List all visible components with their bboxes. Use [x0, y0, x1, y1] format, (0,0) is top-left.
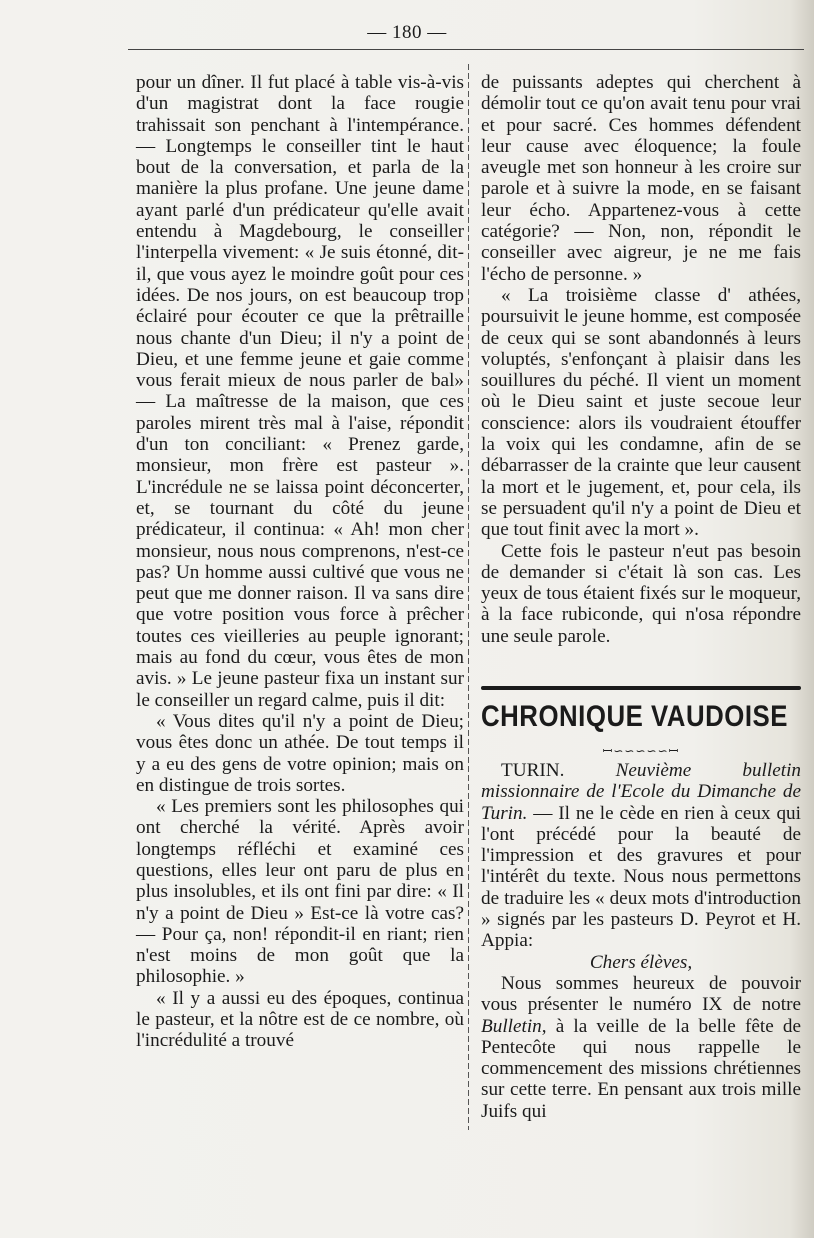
ornament: ꟷ∽∽∽∽∽ꟷ	[602, 744, 680, 758]
paragraph: « La troisième classe d' athées, poursuivit le jeune homme, est composée de ceux qui se sont abandonnés à leurs voluptés, s'enfonçant à plaisir dans les souillures du péché. Il vient un moment où le Dieu saint et juste secoue leur conscience: alors ils voudraient étouffer la voix qui les condamne, afin de se débarrasser de la crainte que leur causent la mort et le jugement, et, pour cela, ils se persuadent qu'il n'y a point de Dieu et que tout finit avec la mort ».	[481, 284, 801, 541]
right-column-chronicle	[481, 760, 801, 1122]
bulletin-title: Neuvième bulletin missionnaire de l'Ecole du Dimanche de Turin.	[481, 760, 801, 824]
right-column-top	[481, 72, 801, 647]
body-post: , à la veille de la belle fête de Pentecôte qui nous rappelle le commencement des missions chrétiennes sur cette terre. En pensant aux trois mille Juifs qui	[481, 1015, 801, 1122]
left-column	[136, 72, 464, 1052]
paragraph: de puissants adeptes qui cherchent à démolir tout ce qu'on avait tenu pour vrai et pour sacré. Ces hommes défendent leur cause avec éloquence; la foule aveugle met son honneur à les croire sur parole et à suivre la mode, en se faisant leur écho. Appartenez-vous à cette catégorie? — Non, non, répondit le conseiller avec aigreur, je ne me fais l'écho de personne. »	[481, 72, 801, 285]
salutation: Chers élèves,	[589, 951, 693, 973]
page-number: — 180 —	[367, 22, 447, 43]
body-pre: Nous sommes heureux de pouvoir vous présenter le numéro IX de notre	[481, 972, 801, 1016]
paragraph: « Les premiers sont les philosophes qui ont cherché la vérité. Après avoir longtemps réfléchi et examiné ces questions, elles leur ont paru de plus en plus insolubles, et ils ont fini par dire: « Il n'y a point de Dieu » Est-ce là votre cas? — Pour ça, non! répondit-il en riant; rien n'est moins de mon goût que la philosophie. »	[136, 796, 464, 988]
lead-text: — Il ne le cède en rien à ceux qui l'ont précédé pour la beauté de l'impression et des gravures et pour l'intérêt du texte. Nous nous permettons de traduire les « deux mots d'introduction » signés par les pasteurs D. Peyrot et H. Appia:	[481, 802, 801, 952]
paragraph: Cette fois le pasteur n'eut pas besoin de demander si c'était là son cas. Les yeux de tous étaient fixés sur le moqueur, à la face rubiconde, qui n'osa répondre une seule parole.	[481, 540, 801, 647]
paragraph: pour un dîner. Il fut placé à table vis-à-vis d'un magistrat dont la face rougie trahissait son penchant à l'intempérance. — Longtemps le conseiller tint le haut bout de la conversation, et parla de la manière la plus profane. Une jeune dame ayant parlé d'un prédicateur qu'elle avait entendu à Magdebourg, le conseiller l'interpella vivement: « Je suis étonné, dit-il, que vous ayez le moindre goût pour ces idées. De nos jours, on est beaucoup trop éclairé pour écouter ce que la prêtraille nous chante d'un Dieu; il n'y a point de Dieu, et une femme jeune et gaie comme vous ferait mieux de nous parler de bal» — La maîtresse de la maison, que ces paroles mirent très mal à l'aise, répondit d'un ton conciliant: « Prenez garde, monsieur, mon frère est pasteur ». L'incrédule ne se laissa point déconcerter, et, se tournant du côté du jeune prédicateur, il continua: « Ah! mon cher monsieur, nous nous comprenons, n'est-ce pas? Un homme aussi cultivé que vous ne peut que me donner raison. Il va sans dire que votre position vous force à prêcher toutes ces vieilleries au peuple ignorant; mais au fond du cœur, vous êtes de mon avis. » Le jeune pasteur fixa un instant sur le conseiller un regard calme, puis il dit:	[136, 72, 464, 711]
column-divider	[468, 64, 469, 1130]
section-rule	[481, 686, 801, 690]
paragraph: « Vous dites qu'il n'y a point de Dieu; vous êtes donc un athée. De tout temps il y a eu des gens de votre opinion; mais on en distingue de trois sortes.	[136, 710, 464, 796]
paragraph: « Il y a aussi eu des époques, continua le pasteur, et la nôtre est de ce nombre, où l'incrédulité a trouvé	[136, 987, 464, 1052]
body-italic: Bulletin	[481, 1015, 542, 1037]
lead-place: TURIN.	[501, 760, 565, 781]
chronicle-lead	[481, 760, 801, 952]
letter-body	[481, 973, 801, 1122]
header-rule	[128, 49, 804, 50]
section-title: CHRONIQUE VAUDOISE	[481, 700, 788, 733]
